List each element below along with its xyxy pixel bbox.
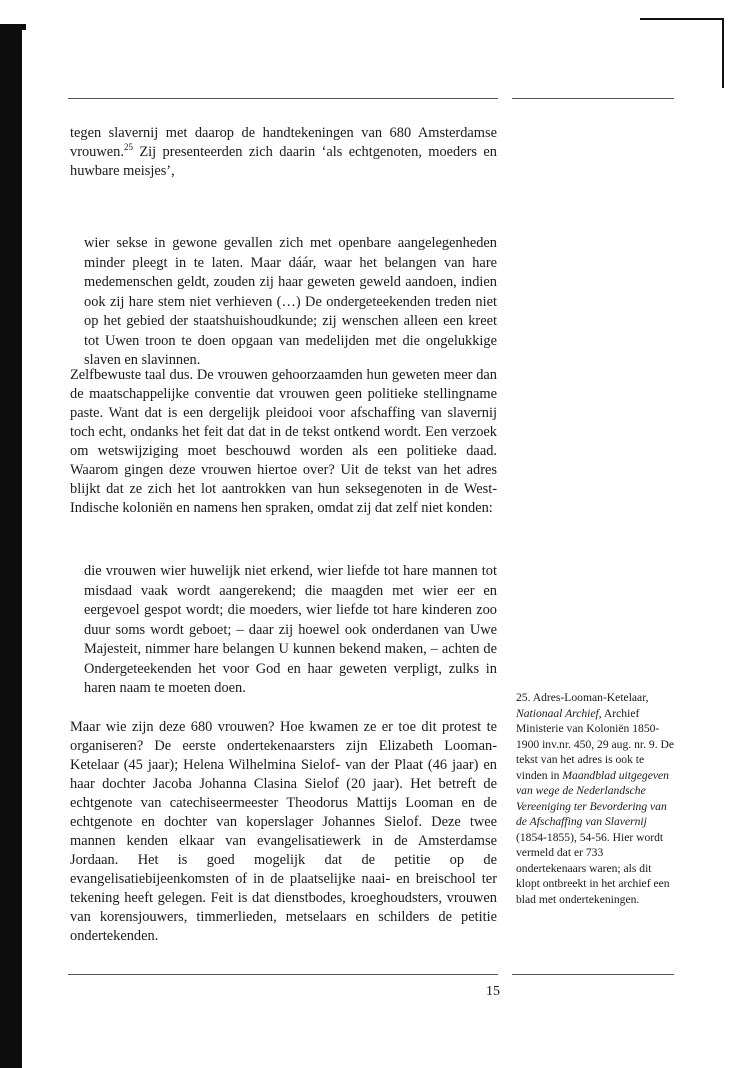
scan-edge-bar (0, 28, 22, 1068)
footer-rule-side (512, 974, 674, 975)
paragraph-3: Maar wie zijn deze 680 vrouwen? Hoe kwamen ze er toe dit protest te organiseren? De eerste ondertekenaarsters zijn Elizabeth Looman-Ketelaar (45 jaar); Helena Wilhelmina Sielof- van der Plaat (46 jaar) en haar dochter Jacoba Johanna Clasina Sielof (20 jaar). Het betreft de echtgenote van catechiseermeester Theodorus Mattijs Looman en de echtgenote en dochter van koperslager Johannes Sielof. Deze twee mannen kenden elkaar van evangelisatiewerk in de Amsterdamse Jordaan. Het is goed mogelijk dat de petitie op de evangelisatiebijeenkomsten of in de plaatselijke naai- en breischool ter tekening heeft gelegen. Feit is dat dienstbodes, kroeghoudsters, vrouwen van korensjouwers, timmerlieden, metselaars en schilders de petitie ondertekenden. (70, 719, 497, 944)
paragraph-2: Zelfbewuste taal dus. De vrouwen gehoorzaamden hun geweten meer dan de maatschappelijke conventie dat vrouwen geen politieke stellingname paste. Want dat is een dergelijk pleidooi voor afschaffing van slavernij toch echt, ondanks het feit dat dat in de tekst ontkend wordt. Een verzoek om wetswijziging moet beschouwd worden als een politieke daad. Waarom gingen deze vrouwen hiertoe over? Uit de tekst van het adres blijkt dat ze zich het lot aantrokken van hun seksegenoten in de West-Indische koloniën en namens hen spraken, omdat zij dat zelf niet konden: (70, 367, 497, 516)
block-quote-2: die vrouwen wier huwelijk niet erkend, wier liefde tot hare mannen tot misdaad vaak wordt aangerekend; die maagden met wier eer en eergevoel gespot wordt; die moeders, wier liefde tot hare kinderen zoo duur soms wordt geboet; – daar zij hoewel ook onderdanen van Uwe Majesteit, nimmer hare belangen U kunnen bekend maken, – achten de Ondergeteekenden het voor God en haar geweten verpligt, zulks in haren naam te moeten doen. (84, 563, 497, 696)
footnote-text-3: (1854-1855), 54-56. Hier wordt vermeld dat er 733 ondertekenaars waren; als dit klopt ontbreekt in het archief een blad met ondertekeningen. (516, 830, 670, 906)
footer-rule-main (68, 974, 498, 975)
footnote-label: 25. (516, 691, 531, 704)
block-quote-1: wier sekse in gewone gevallen zich met openbare aangelegenheden minder pleegt in te laten. Maar dáár, waar het belangen van hare medemenschen geldt, zouden zij haar geweten geweld aandoen, indien ook zij hare stem niet verhieven (…) De ondergeteekenden treden niet op het gebied der staatshuishoudkunde; zij wenschen alleen een kreet tot Uwen troon te doen opgaan van medelijden met die ongelukkige slaven en slavinnen. (84, 235, 497, 368)
header-rule-side (512, 98, 674, 99)
footnote-25 (516, 690, 676, 907)
paragraph-1-text-after: Zij presenteerden zich daarin ‘als echtgenoten, moeders en huwbare meisjes’, (70, 144, 497, 179)
paragraph-1-text-before: tegen slavernij met daarop de handtekeningen van 680 Amsterdamse vrouwen. (70, 125, 497, 160)
paragraph-1 (70, 124, 497, 181)
page-number: 15 (486, 984, 500, 999)
footnote-italic-2: Maandblad uitgegeven van wege de Nederlandsche Vereeniging ter Bevordering van de Afschaffing van Slavernij (516, 768, 669, 828)
footnote-text-1: Adres-Looman-Ketelaar, (530, 691, 649, 704)
footnote-ref-25[interactable]: 25 (123, 142, 133, 153)
footnote-text-2: , Archief Ministerie van Koloniën 1850-1900 inv.nr. 450, 29 aug. nr. 9. De tekst van het adres is ook te vinden in (516, 706, 675, 782)
scan-edge-cap (0, 24, 26, 30)
crop-mark-top (640, 18, 724, 20)
header-rule-main (68, 98, 498, 99)
footnote-italic-1: Nationaal Archief (516, 706, 599, 720)
crop-mark-right (722, 18, 724, 88)
